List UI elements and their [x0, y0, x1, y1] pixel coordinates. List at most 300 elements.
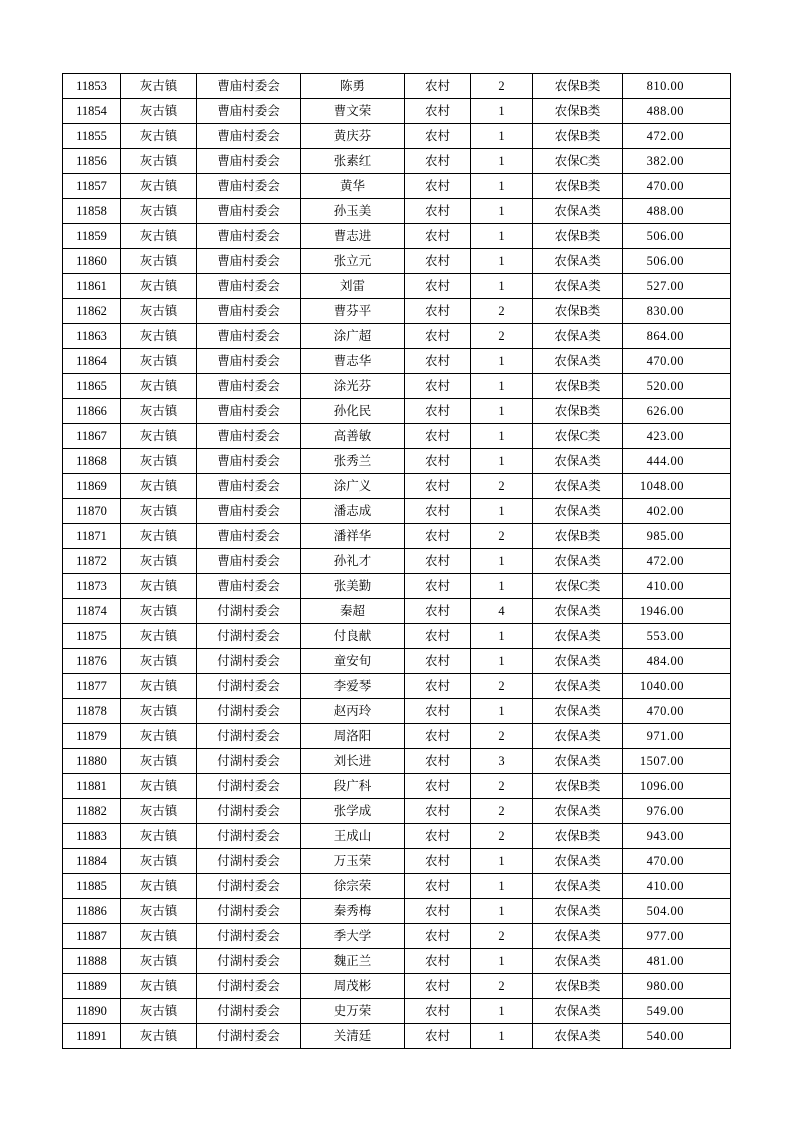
- cell-count: 1: [471, 249, 533, 274]
- table-row: [63, 924, 731, 949]
- cell-category: 农保C类: [533, 424, 623, 449]
- cell-name: 张素红: [301, 149, 405, 174]
- cell-village: 付湖村委会: [197, 824, 301, 849]
- cell-amount: 549.00: [623, 999, 731, 1024]
- table-row: [63, 849, 731, 874]
- cell-id: 11880: [63, 749, 121, 774]
- table-row: [63, 149, 731, 174]
- cell-town: 灰古镇: [121, 924, 197, 949]
- cell-locale: 农村: [405, 574, 471, 599]
- cell-locale: 农村: [405, 774, 471, 799]
- cell-count: 2: [471, 674, 533, 699]
- cell-town: 灰古镇: [121, 799, 197, 824]
- cell-id: 11864: [63, 349, 121, 374]
- cell-village: 曹庙村委会: [197, 524, 301, 549]
- cell-name: 李爱琴: [301, 674, 405, 699]
- cell-id: 11869: [63, 474, 121, 499]
- table-row: [63, 874, 731, 899]
- table-row: [63, 499, 731, 524]
- cell-locale: 农村: [405, 274, 471, 299]
- table-row: [63, 1024, 731, 1049]
- table-row: [63, 174, 731, 199]
- cell-locale: 农村: [405, 624, 471, 649]
- cell-locale: 农村: [405, 374, 471, 399]
- cell-town: 灰古镇: [121, 899, 197, 924]
- cell-name: 孙礼才: [301, 549, 405, 574]
- cell-name: 张秀兰: [301, 449, 405, 474]
- cell-name: 孙玉美: [301, 199, 405, 224]
- cell-village: 付湖村委会: [197, 899, 301, 924]
- cell-village: 付湖村委会: [197, 924, 301, 949]
- cell-id: 11866: [63, 399, 121, 424]
- cell-category: 农保B类: [533, 124, 623, 149]
- cell-name: 曹志华: [301, 349, 405, 374]
- cell-id: 11875: [63, 624, 121, 649]
- cell-town: 灰古镇: [121, 374, 197, 399]
- cell-name: 刘雷: [301, 274, 405, 299]
- cell-category: 农保B类: [533, 399, 623, 424]
- cell-name: 涂广义: [301, 474, 405, 499]
- cell-category: 农保A类: [533, 199, 623, 224]
- table-row: [63, 274, 731, 299]
- cell-category: 农保A类: [533, 324, 623, 349]
- cell-locale: 农村: [405, 724, 471, 749]
- cell-name: 黄华: [301, 174, 405, 199]
- cell-count: 1: [471, 624, 533, 649]
- cell-village: 曹庙村委会: [197, 224, 301, 249]
- cell-amount: 472.00: [623, 549, 731, 574]
- cell-locale: 农村: [405, 124, 471, 149]
- table-row: [63, 749, 731, 774]
- cell-count: 1: [471, 349, 533, 374]
- cell-amount: 504.00: [623, 899, 731, 924]
- cell-amount: 1048.00: [623, 474, 731, 499]
- table-body: [63, 74, 731, 1049]
- cell-category: 农保A类: [533, 249, 623, 274]
- table-row: [63, 524, 731, 549]
- cell-town: 灰古镇: [121, 299, 197, 324]
- cell-count: 1: [471, 949, 533, 974]
- cell-locale: 农村: [405, 199, 471, 224]
- cell-id: 11863: [63, 324, 121, 349]
- cell-id: 11891: [63, 1024, 121, 1049]
- cell-amount: 488.00: [623, 99, 731, 124]
- cell-category: 农保A类: [533, 674, 623, 699]
- cell-count: 2: [471, 74, 533, 99]
- cell-amount: 410.00: [623, 874, 731, 899]
- cell-locale: 农村: [405, 149, 471, 174]
- cell-amount: 520.00: [623, 374, 731, 399]
- table-row: [63, 724, 731, 749]
- table-row: [63, 624, 731, 649]
- cell-locale: 农村: [405, 874, 471, 899]
- cell-id: 11860: [63, 249, 121, 274]
- table-row: [63, 124, 731, 149]
- cell-town: 灰古镇: [121, 974, 197, 999]
- cell-category: 农保B类: [533, 974, 623, 999]
- cell-id: 11853: [63, 74, 121, 99]
- table-row: [63, 74, 731, 99]
- cell-category: 农保A类: [533, 899, 623, 924]
- cell-locale: 农村: [405, 474, 471, 499]
- table-row: [63, 824, 731, 849]
- cell-locale: 农村: [405, 99, 471, 124]
- cell-village: 付湖村委会: [197, 849, 301, 874]
- cell-count: 1: [471, 399, 533, 424]
- cell-id: 11883: [63, 824, 121, 849]
- cell-village: 付湖村委会: [197, 1024, 301, 1049]
- cell-amount: 470.00: [623, 699, 731, 724]
- cell-town: 灰古镇: [121, 774, 197, 799]
- cell-name: 张立元: [301, 249, 405, 274]
- cell-category: 农保B类: [533, 224, 623, 249]
- cell-amount: 402.00: [623, 499, 731, 524]
- cell-amount: 985.00: [623, 524, 731, 549]
- cell-amount: 470.00: [623, 349, 731, 374]
- cell-count: 1: [471, 699, 533, 724]
- cell-category: 农保A类: [533, 949, 623, 974]
- cell-id: 11872: [63, 549, 121, 574]
- cell-town: 灰古镇: [121, 549, 197, 574]
- cell-locale: 农村: [405, 974, 471, 999]
- cell-name: 魏正兰: [301, 949, 405, 974]
- cell-town: 灰古镇: [121, 949, 197, 974]
- table-row: [63, 799, 731, 824]
- cell-village: 付湖村委会: [197, 799, 301, 824]
- cell-count: 2: [471, 924, 533, 949]
- cell-amount: 1096.00: [623, 774, 731, 799]
- cell-amount: 527.00: [623, 274, 731, 299]
- table-row: [63, 449, 731, 474]
- cell-amount: 976.00: [623, 799, 731, 824]
- cell-category: 农保A类: [533, 849, 623, 874]
- cell-count: 1: [471, 174, 533, 199]
- cell-name: 秦秀梅: [301, 899, 405, 924]
- cell-name: 周茂彬: [301, 974, 405, 999]
- cell-town: 灰古镇: [121, 324, 197, 349]
- cell-amount: 971.00: [623, 724, 731, 749]
- cell-town: 灰古镇: [121, 74, 197, 99]
- cell-locale: 农村: [405, 799, 471, 824]
- cell-name: 王成山: [301, 824, 405, 849]
- cell-id: 11856: [63, 149, 121, 174]
- cell-count: 1: [471, 574, 533, 599]
- table-row: [63, 899, 731, 924]
- cell-count: 2: [471, 974, 533, 999]
- cell-count: 1: [471, 124, 533, 149]
- cell-category: 农保B类: [533, 824, 623, 849]
- cell-village: 付湖村委会: [197, 874, 301, 899]
- cell-locale: 农村: [405, 524, 471, 549]
- cell-category: 农保B类: [533, 174, 623, 199]
- cell-name: 刘长进: [301, 749, 405, 774]
- cell-name: 关清廷: [301, 1024, 405, 1049]
- cell-town: 灰古镇: [121, 574, 197, 599]
- cell-locale: 农村: [405, 999, 471, 1024]
- cell-name: 黄庆芬: [301, 124, 405, 149]
- cell-name: 潘祥华: [301, 524, 405, 549]
- cell-amount: 481.00: [623, 949, 731, 974]
- cell-name: 曹芬平: [301, 299, 405, 324]
- table-row: [63, 974, 731, 999]
- cell-town: 灰古镇: [121, 849, 197, 874]
- cell-id: 11870: [63, 499, 121, 524]
- cell-town: 灰古镇: [121, 99, 197, 124]
- cell-id: 11865: [63, 374, 121, 399]
- cell-locale: 农村: [405, 649, 471, 674]
- cell-id: 11868: [63, 449, 121, 474]
- cell-id: 11879: [63, 724, 121, 749]
- table-row: [63, 399, 731, 424]
- table-row: [63, 374, 731, 399]
- cell-id: 11854: [63, 99, 121, 124]
- cell-locale: 农村: [405, 249, 471, 274]
- cell-id: 11877: [63, 674, 121, 699]
- cell-village: 曹庙村委会: [197, 199, 301, 224]
- cell-town: 灰古镇: [121, 474, 197, 499]
- cell-id: 11888: [63, 949, 121, 974]
- cell-locale: 农村: [405, 1024, 471, 1049]
- cell-town: 灰古镇: [121, 524, 197, 549]
- cell-category: 农保A类: [533, 799, 623, 824]
- cell-category: 农保A类: [533, 874, 623, 899]
- cell-village: 付湖村委会: [197, 724, 301, 749]
- cell-town: 灰古镇: [121, 824, 197, 849]
- cell-name: 周洛阳: [301, 724, 405, 749]
- cell-id: 11873: [63, 574, 121, 599]
- cell-name: 徐宗荣: [301, 874, 405, 899]
- cell-village: 曹庙村委会: [197, 324, 301, 349]
- cell-town: 灰古镇: [121, 449, 197, 474]
- cell-village: 曹庙村委会: [197, 449, 301, 474]
- cell-town: 灰古镇: [121, 699, 197, 724]
- cell-town: 灰古镇: [121, 1024, 197, 1049]
- cell-name: 高善敏: [301, 424, 405, 449]
- cell-category: 农保A类: [533, 274, 623, 299]
- cell-locale: 农村: [405, 399, 471, 424]
- cell-town: 灰古镇: [121, 599, 197, 624]
- cell-town: 灰古镇: [121, 999, 197, 1024]
- cell-locale: 农村: [405, 699, 471, 724]
- cell-category: 农保A类: [533, 449, 623, 474]
- table-row: [63, 549, 731, 574]
- cell-count: 2: [471, 724, 533, 749]
- cell-locale: 农村: [405, 324, 471, 349]
- cell-village: 付湖村委会: [197, 749, 301, 774]
- cell-locale: 农村: [405, 449, 471, 474]
- cell-amount: 626.00: [623, 399, 731, 424]
- cell-village: 付湖村委会: [197, 674, 301, 699]
- cell-village: 曹庙村委会: [197, 474, 301, 499]
- cell-count: 1: [471, 274, 533, 299]
- cell-category: 农保B类: [533, 524, 623, 549]
- cell-town: 灰古镇: [121, 224, 197, 249]
- cell-locale: 农村: [405, 924, 471, 949]
- table-row: [63, 774, 731, 799]
- cell-village: 曹庙村委会: [197, 274, 301, 299]
- cell-name: 曹文荣: [301, 99, 405, 124]
- table-row: [63, 324, 731, 349]
- cell-village: 曹庙村委会: [197, 149, 301, 174]
- cell-category: 农保A类: [533, 724, 623, 749]
- table-row: [63, 949, 731, 974]
- cell-count: 2: [471, 824, 533, 849]
- cell-village: 曹庙村委会: [197, 74, 301, 99]
- cell-amount: 553.00: [623, 624, 731, 649]
- cell-category: 农保A类: [533, 624, 623, 649]
- cell-category: 农保A类: [533, 1024, 623, 1049]
- cell-count: 1: [471, 649, 533, 674]
- cell-count: 1: [471, 99, 533, 124]
- cell-name: 季大学: [301, 924, 405, 949]
- cell-amount: 470.00: [623, 174, 731, 199]
- table-row: [63, 999, 731, 1024]
- cell-amount: 423.00: [623, 424, 731, 449]
- cell-count: 1: [471, 999, 533, 1024]
- cell-count: 1: [471, 199, 533, 224]
- cell-category: 农保B类: [533, 374, 623, 399]
- cell-town: 灰古镇: [121, 724, 197, 749]
- cell-id: 11889: [63, 974, 121, 999]
- cell-id: 11882: [63, 799, 121, 824]
- cell-name: 张美勤: [301, 574, 405, 599]
- cell-name: 曹志进: [301, 224, 405, 249]
- cell-locale: 农村: [405, 299, 471, 324]
- cell-town: 灰古镇: [121, 674, 197, 699]
- cell-count: 1: [471, 374, 533, 399]
- cell-amount: 1040.00: [623, 674, 731, 699]
- cell-village: 曹庙村委会: [197, 349, 301, 374]
- cell-id: 11867: [63, 424, 121, 449]
- cell-count: 1: [471, 499, 533, 524]
- cell-id: 11858: [63, 199, 121, 224]
- cell-locale: 农村: [405, 899, 471, 924]
- cell-name: 涂广超: [301, 324, 405, 349]
- table-row: [63, 349, 731, 374]
- cell-count: 1: [471, 874, 533, 899]
- cell-locale: 农村: [405, 174, 471, 199]
- cell-town: 灰古镇: [121, 249, 197, 274]
- cell-locale: 农村: [405, 599, 471, 624]
- cell-category: 农保C类: [533, 149, 623, 174]
- cell-village: 付湖村委会: [197, 624, 301, 649]
- cell-amount: 484.00: [623, 649, 731, 674]
- cell-locale: 农村: [405, 349, 471, 374]
- cell-category: 农保A类: [533, 474, 623, 499]
- cell-village: 曹庙村委会: [197, 399, 301, 424]
- cell-count: 1: [471, 224, 533, 249]
- cell-id: 11886: [63, 899, 121, 924]
- cell-amount: 488.00: [623, 199, 731, 224]
- cell-name: 付良献: [301, 624, 405, 649]
- cell-town: 灰古镇: [121, 499, 197, 524]
- cell-town: 灰古镇: [121, 424, 197, 449]
- cell-village: 曹庙村委会: [197, 549, 301, 574]
- cell-count: 1: [471, 899, 533, 924]
- cell-amount: 506.00: [623, 224, 731, 249]
- cell-category: 农保A类: [533, 349, 623, 374]
- cell-id: 11881: [63, 774, 121, 799]
- cell-count: 2: [471, 774, 533, 799]
- cell-village: 曹庙村委会: [197, 299, 301, 324]
- cell-category: 农保A类: [533, 699, 623, 724]
- cell-amount: 506.00: [623, 249, 731, 274]
- cell-village: 曹庙村委会: [197, 174, 301, 199]
- cell-amount: 943.00: [623, 824, 731, 849]
- cell-name: 赵丙玲: [301, 699, 405, 724]
- cell-count: 1: [471, 849, 533, 874]
- cell-village: 付湖村委会: [197, 599, 301, 624]
- cell-name: 潘志成: [301, 499, 405, 524]
- cell-amount: 977.00: [623, 924, 731, 949]
- cell-town: 灰古镇: [121, 199, 197, 224]
- cell-count: 1: [471, 549, 533, 574]
- cell-amount: 540.00: [623, 1024, 731, 1049]
- cell-id: 11871: [63, 524, 121, 549]
- cell-category: 农保B类: [533, 99, 623, 124]
- cell-village: 曹庙村委会: [197, 249, 301, 274]
- cell-id: 11857: [63, 174, 121, 199]
- cell-town: 灰古镇: [121, 349, 197, 374]
- cell-town: 灰古镇: [121, 149, 197, 174]
- cell-locale: 农村: [405, 674, 471, 699]
- cell-id: 11876: [63, 649, 121, 674]
- cell-town: 灰古镇: [121, 174, 197, 199]
- cell-town: 灰古镇: [121, 624, 197, 649]
- cell-id: 11874: [63, 599, 121, 624]
- cell-category: 农保A类: [533, 549, 623, 574]
- cell-category: 农保A类: [533, 599, 623, 624]
- cell-id: 11885: [63, 874, 121, 899]
- cell-count: 1: [471, 149, 533, 174]
- cell-locale: 农村: [405, 749, 471, 774]
- cell-amount: 864.00: [623, 324, 731, 349]
- cell-id: 11861: [63, 274, 121, 299]
- table-row: [63, 249, 731, 274]
- cell-village: 付湖村委会: [197, 649, 301, 674]
- cell-town: 灰古镇: [121, 874, 197, 899]
- cell-count: 1: [471, 424, 533, 449]
- cell-id: 11884: [63, 849, 121, 874]
- cell-amount: 382.00: [623, 149, 731, 174]
- cell-id: 11887: [63, 924, 121, 949]
- table-row: [63, 299, 731, 324]
- cell-name: 段广科: [301, 774, 405, 799]
- cell-village: 曹庙村委会: [197, 99, 301, 124]
- cell-category: 农保B类: [533, 74, 623, 99]
- cell-id: 11859: [63, 224, 121, 249]
- cell-category: 农保A类: [533, 499, 623, 524]
- cell-name: 秦超: [301, 599, 405, 624]
- table-row: [63, 99, 731, 124]
- cell-count: 2: [471, 474, 533, 499]
- cell-locale: 农村: [405, 224, 471, 249]
- cell-locale: 农村: [405, 849, 471, 874]
- cell-village: 付湖村委会: [197, 699, 301, 724]
- benefits-table: [62, 73, 731, 1049]
- cell-amount: 470.00: [623, 849, 731, 874]
- table-row: [63, 574, 731, 599]
- cell-amount: 810.00: [623, 74, 731, 99]
- cell-name: 孙化民: [301, 399, 405, 424]
- cell-amount: 830.00: [623, 299, 731, 324]
- cell-category: 农保A类: [533, 999, 623, 1024]
- cell-amount: 472.00: [623, 124, 731, 149]
- cell-id: 11890: [63, 999, 121, 1024]
- cell-village: 曹庙村委会: [197, 374, 301, 399]
- table-row: [63, 699, 731, 724]
- cell-locale: 农村: [405, 74, 471, 99]
